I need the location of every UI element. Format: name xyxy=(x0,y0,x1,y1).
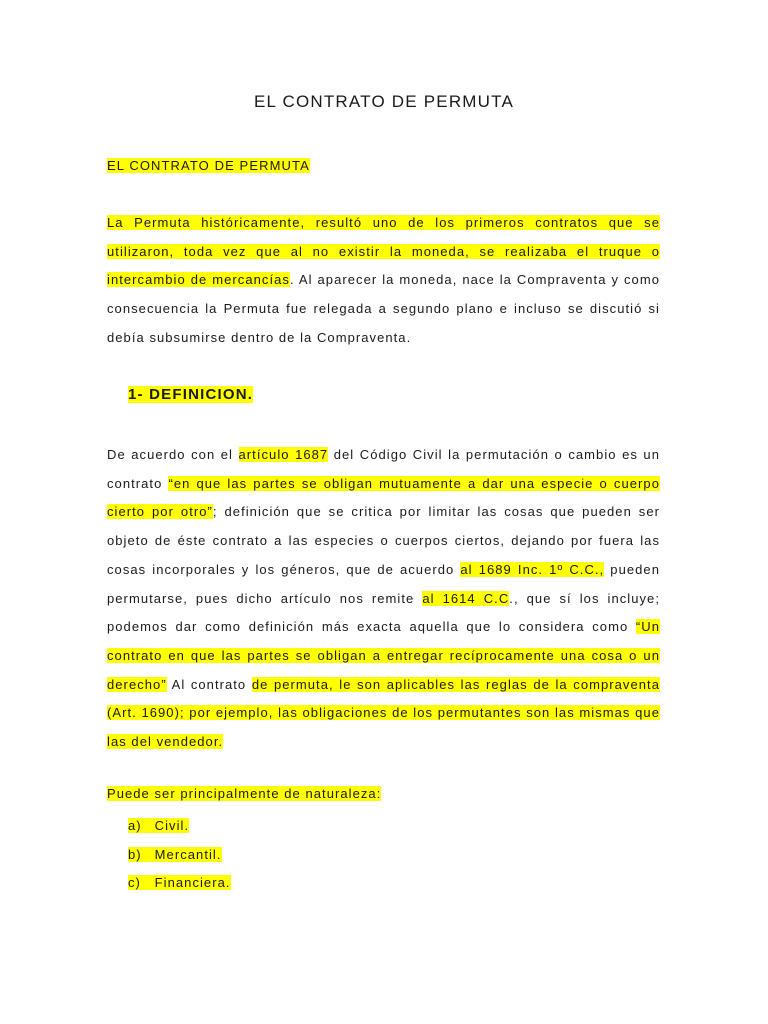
list-marker: a) xyxy=(128,818,142,833)
definition-paragraph xyxy=(107,441,660,757)
definition-text-5: ., que sí los incluye; podemos dar como definición más exacta aquella que lo considera como xyxy=(107,590,660,635)
list-item-label: Mercantil. xyxy=(154,846,222,862)
nature-list xyxy=(128,815,231,901)
list-item-label: Civil. xyxy=(154,818,190,833)
definition-highlight-3: al 1689 Inc. 1º C.C., xyxy=(460,561,605,577)
list-item xyxy=(128,844,231,873)
subheading-text: EL CONTRATO DE PERMUTA xyxy=(107,158,310,173)
definition-highlight-2: “en que las partes se obligan mutuamente a dar una especie o cuerpo cierto por otro” xyxy=(107,475,660,520)
definition-highlight-6: de permuta, le son aplicables las reglas de la compraventa (Art. 1690); por ejemplo, las obligaciones de los permutantes son las mismas que las del vendedor. xyxy=(107,676,660,750)
definition-text-3: ; definición que se critica por limitar las cosas que pueden ser objeto de éste contrato a las especies o cuerpos ciertos, dejando por fuera las cosas incorporales y los géneros, que de acuerdo xyxy=(107,504,660,577)
list-marker: b) xyxy=(128,846,142,862)
list-item xyxy=(128,872,231,901)
definition-text-6: Al contrato xyxy=(166,676,252,692)
nature-lead-text: Puede ser principalmente de naturaleza: xyxy=(107,786,382,801)
definition-text-4: pueden permutarse, pues dicho artículo nos remite xyxy=(107,561,660,606)
definition-highlight-1: artículo 1687 xyxy=(238,447,329,462)
nature-lead xyxy=(107,786,381,801)
intro-text: . Al aparecer la moneda, nace la Compraventa y como consecuencia la Permuta fue relegada a segundo plano e incluso se discutió si debía subsumirse dentro de la Compraventa. xyxy=(107,272,660,345)
definition-text-1: De acuerdo con el xyxy=(107,447,239,462)
section-heading-definicion xyxy=(128,386,253,403)
intro-paragraph xyxy=(107,209,660,353)
list-item xyxy=(128,815,231,844)
definition-text-2: del Código Civil la permutación o cambio es un contrato xyxy=(107,447,660,491)
subheading xyxy=(107,158,310,173)
section-heading-text: 1- DEFINICION. xyxy=(128,386,254,403)
list-item-label: Financiera. xyxy=(154,875,231,890)
definition-highlight-4: al 1614 C.C xyxy=(422,590,510,606)
intro-highlight: La Permuta históricamente, resultó uno de los primeros contratos que se utilizaron, toda vez que al no existir la moneda, se realizaba el truque o intercambio de mercancías xyxy=(107,215,660,288)
list-marker: c) xyxy=(128,875,141,890)
definition-highlight-5: “Un contrato en que las partes se obligan a entregar recíprocamente una cosa o un derecho” xyxy=(107,619,660,692)
document-title: EL CONTRATO DE PERMUTA xyxy=(253,92,515,111)
